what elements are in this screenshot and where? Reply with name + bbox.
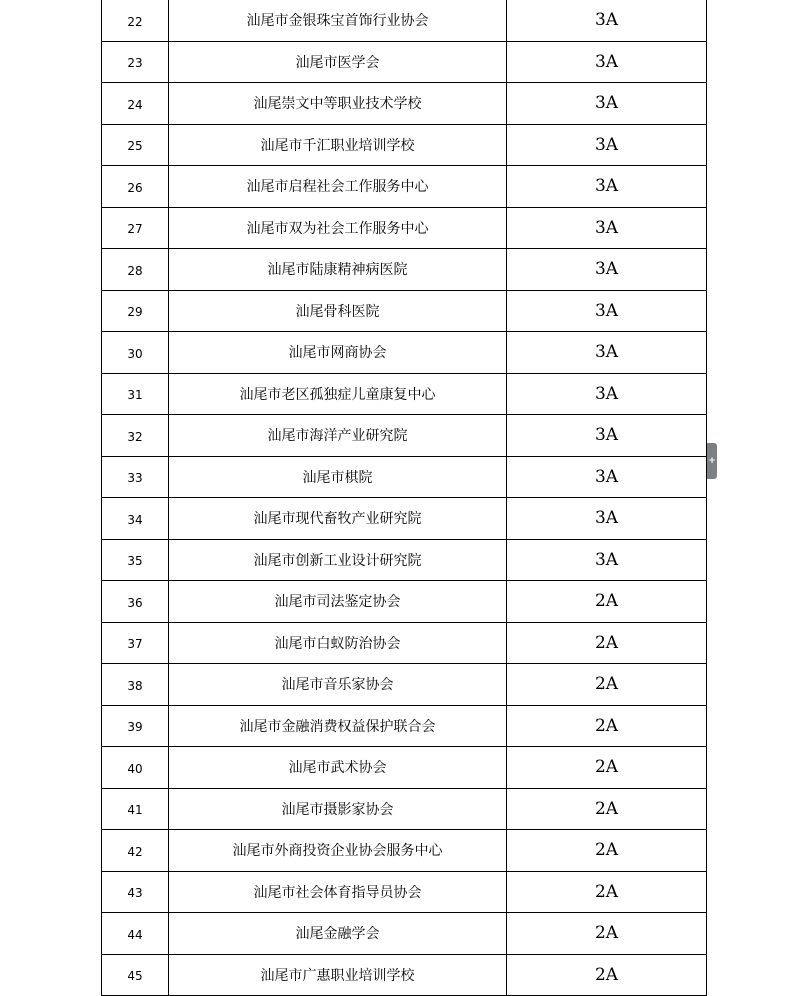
- plus-icon: +: [708, 455, 716, 466]
- organization-name-cell: [169, 166, 507, 208]
- row-number: 35: [127, 554, 143, 569]
- organization-name-cell: [169, 871, 507, 913]
- rating-grade: 3A: [594, 549, 619, 570]
- row-number: 44: [127, 927, 143, 942]
- rating-grade-cell: [507, 166, 707, 208]
- organization-name: 汕尾市陆康精神病医院: [267, 262, 408, 279]
- rating-grade: 3A: [594, 217, 619, 238]
- rating-table: [101, 0, 707, 996]
- rating-grade: 2A: [594, 798, 619, 819]
- rating-grade-cell: [507, 954, 707, 996]
- organization-name-cell: [169, 622, 507, 664]
- table-row: [102, 664, 707, 706]
- table-row: [102, 0, 707, 41]
- organization-name-cell: [169, 581, 507, 623]
- rating-grade-cell: [507, 373, 707, 415]
- organization-name: 汕尾市摄影家协会: [281, 801, 394, 818]
- rating-grade-cell: [507, 664, 707, 706]
- organization-name: 汕尾市棋院: [302, 469, 373, 486]
- organization-name: 汕尾市老区孤独症儿童康复中心: [239, 386, 436, 403]
- row-number-cell: [102, 539, 169, 581]
- rating-grade-cell: [507, 830, 707, 872]
- row-number-cell: [102, 373, 169, 415]
- rating-grade: 3A: [594, 466, 619, 487]
- table-row: [102, 290, 707, 332]
- row-number-cell: [102, 332, 169, 374]
- organization-name: 汕尾崇文中等职业技术学校: [253, 96, 422, 113]
- row-number: 26: [127, 180, 143, 195]
- organization-name: 汕尾市金融消费权益保护联合会: [239, 718, 436, 735]
- organization-name: 汕尾市音乐家协会: [281, 677, 394, 694]
- row-number-cell: [102, 788, 169, 830]
- rating-grade: 2A: [594, 923, 619, 944]
- rating-grade: 3A: [594, 383, 619, 404]
- row-number: 40: [127, 761, 143, 776]
- organization-name-cell: [169, 747, 507, 789]
- row-number: 30: [127, 346, 143, 361]
- organization-name-cell: [169, 705, 507, 747]
- row-number-cell: [102, 207, 169, 249]
- rating-table-body: [102, 0, 707, 996]
- rating-grade: 3A: [594, 93, 619, 114]
- table-row: [102, 207, 707, 249]
- organization-name-cell: [169, 539, 507, 581]
- row-number: 41: [127, 803, 143, 818]
- organization-name: 汕尾市启程社会工作服务中心: [246, 179, 429, 196]
- rating-grade-cell: [507, 41, 707, 83]
- table-row: [102, 788, 707, 830]
- organization-name-cell: [169, 124, 507, 166]
- row-number-cell: [102, 249, 169, 291]
- table-row: [102, 830, 707, 872]
- table-row: [102, 913, 707, 955]
- organization-name: 汕尾市网商协会: [288, 345, 387, 362]
- organization-name: 汕尾市现代畜牧产业研究院: [253, 511, 422, 528]
- rating-grade: 3A: [594, 10, 619, 31]
- row-number: 27: [127, 222, 143, 237]
- organization-name-cell: [169, 664, 507, 706]
- row-number: 43: [127, 886, 143, 901]
- organization-name-cell: [169, 498, 507, 540]
- row-number: 29: [127, 305, 143, 320]
- rating-grade: 2A: [594, 757, 619, 778]
- rating-grade-cell: [507, 290, 707, 332]
- table-row: [102, 124, 707, 166]
- rating-grade-cell: [507, 124, 707, 166]
- table-row: [102, 539, 707, 581]
- table-row: [102, 41, 707, 83]
- table-row: [102, 622, 707, 664]
- row-number-cell: [102, 83, 169, 125]
- row-number-cell: [102, 747, 169, 789]
- rating-grade-cell: [507, 0, 707, 41]
- organization-name-cell: [169, 830, 507, 872]
- rating-grade: 3A: [594, 51, 619, 72]
- rating-grade: 2A: [594, 632, 619, 653]
- row-number-cell: [102, 166, 169, 208]
- organization-name-cell: [169, 415, 507, 457]
- row-number: 38: [127, 678, 143, 693]
- organization-name-cell: [169, 249, 507, 291]
- rating-grade: 3A: [594, 300, 619, 321]
- rating-grade-cell: [507, 415, 707, 457]
- rating-grade: 3A: [594, 176, 619, 197]
- rating-grade-cell: [507, 539, 707, 581]
- rating-grade-cell: [507, 83, 707, 125]
- row-number: 23: [127, 56, 143, 71]
- row-number: 24: [127, 97, 143, 112]
- rating-grade-cell: [507, 622, 707, 664]
- organization-name: 汕尾市白蚁防治协会: [274, 635, 401, 652]
- rating-grade: 2A: [594, 840, 619, 861]
- organization-name-cell: [169, 0, 507, 41]
- row-number-cell: [102, 622, 169, 664]
- rating-grade: 2A: [594, 674, 619, 695]
- row-number: 36: [127, 595, 143, 610]
- rating-grade-cell: [507, 332, 707, 374]
- organization-name-cell: [169, 332, 507, 374]
- organization-name-cell: [169, 954, 507, 996]
- row-number: 37: [127, 637, 143, 652]
- row-number-cell: [102, 581, 169, 623]
- row-number: 42: [127, 844, 143, 859]
- organization-name: 汕尾市创新工业设计研究院: [253, 552, 422, 569]
- rating-grade-cell: [507, 913, 707, 955]
- organization-name: 汕尾市司法鉴定协会: [274, 594, 401, 611]
- rating-grade: 2A: [594, 881, 619, 902]
- table-row: [102, 166, 707, 208]
- row-number: 39: [127, 720, 143, 735]
- row-number-cell: [102, 290, 169, 332]
- organization-name-cell: [169, 373, 507, 415]
- row-number-cell: [102, 705, 169, 747]
- table-row: [102, 498, 707, 540]
- organization-name-cell: [169, 788, 507, 830]
- organization-name: 汕尾市双为社会工作服务中心: [246, 220, 429, 237]
- side-expand-tab[interactable]: [707, 443, 717, 479]
- rating-grade: 3A: [594, 508, 619, 529]
- organization-name: 汕尾市社会体育指导员协会: [253, 884, 422, 901]
- rating-grade-cell: [507, 207, 707, 249]
- organization-name: 汕尾市外商投资企业协会服务中心: [232, 843, 443, 860]
- rating-grade-cell: [507, 249, 707, 291]
- row-number-cell: [102, 415, 169, 457]
- table-row: [102, 747, 707, 789]
- table-row: [102, 871, 707, 913]
- organization-name-cell: [169, 456, 507, 498]
- organization-name: 汕尾市广惠职业培训学校: [260, 967, 415, 984]
- organization-name: 汕尾市海洋产业研究院: [267, 428, 408, 445]
- organization-name: 汕尾市金银珠宝首饰行业协会: [246, 13, 429, 30]
- row-number-cell: [102, 913, 169, 955]
- rating-grade: 3A: [594, 134, 619, 155]
- organization-name: 汕尾市千汇职业培训学校: [260, 137, 415, 154]
- rating-grade: 2A: [594, 964, 619, 985]
- organization-name: 汕尾市医学会: [295, 54, 380, 71]
- row-number: 45: [127, 969, 143, 984]
- organization-name-cell: [169, 290, 507, 332]
- row-number-cell: [102, 954, 169, 996]
- table-row: [102, 415, 707, 457]
- table-row: [102, 581, 707, 623]
- rating-grade-cell: [507, 747, 707, 789]
- table-row: [102, 373, 707, 415]
- organization-name-cell: [169, 41, 507, 83]
- organization-name-cell: [169, 913, 507, 955]
- organization-name: 汕尾市武术协会: [288, 760, 387, 777]
- table-row: [102, 705, 707, 747]
- table-row: [102, 954, 707, 996]
- organization-name: 汕尾骨科医院: [295, 303, 380, 320]
- rating-grade-cell: [507, 705, 707, 747]
- row-number: 33: [127, 471, 143, 486]
- rating-grade-cell: [507, 871, 707, 913]
- row-number-cell: [102, 0, 169, 41]
- row-number-cell: [102, 498, 169, 540]
- table-row: [102, 456, 707, 498]
- row-number: 32: [127, 429, 143, 444]
- row-number: 31: [127, 388, 143, 403]
- table-row: [102, 249, 707, 291]
- row-number: 34: [127, 512, 143, 527]
- table-row: [102, 332, 707, 374]
- row-number-cell: [102, 830, 169, 872]
- rating-grade-cell: [507, 456, 707, 498]
- row-number: 22: [127, 14, 143, 29]
- row-number-cell: [102, 41, 169, 83]
- row-number: 25: [127, 139, 143, 154]
- rating-grade-cell: [507, 498, 707, 540]
- table-row: [102, 83, 707, 125]
- organization-name: 汕尾金融学会: [295, 926, 380, 943]
- rating-table-container: [101, 0, 707, 996]
- row-number-cell: [102, 124, 169, 166]
- row-number-cell: [102, 664, 169, 706]
- organization-name-cell: [169, 83, 507, 125]
- row-number-cell: [102, 456, 169, 498]
- rating-grade-cell: [507, 581, 707, 623]
- organization-name-cell: [169, 207, 507, 249]
- rating-grade: 3A: [594, 342, 619, 363]
- rating-grade: 3A: [594, 259, 619, 280]
- rating-grade: 3A: [594, 425, 619, 446]
- row-number-cell: [102, 871, 169, 913]
- rating-grade: 2A: [594, 715, 619, 736]
- rating-grade: 2A: [594, 591, 619, 612]
- rating-grade-cell: [507, 788, 707, 830]
- row-number: 28: [127, 263, 143, 278]
